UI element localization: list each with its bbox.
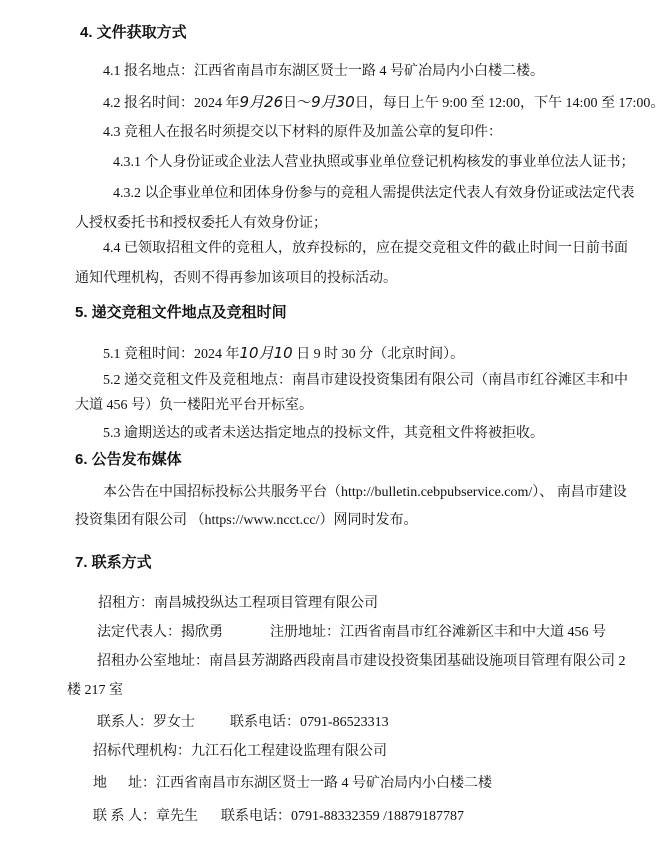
section-4-heading: 4. 文件获取方式 — [80, 24, 187, 41]
para-6-cont: 投资集团有限公司 （https://www.ncct.cc/）网同时发布。 — [75, 513, 418, 528]
contact-person-2: 联 系 人：章先生 — [93, 809, 198, 824]
office-address-cont: 楼 217 室 — [67, 683, 123, 698]
para-4-4-cont: 通知代理机构，否则不得再参加该项目的投标活动。 — [75, 271, 397, 286]
registered-address: 注册地址：江西省南昌市红谷滩新区丰和中大道 456 号 — [270, 625, 606, 640]
office-address: 招租办公室地址：南昌县芳湖路西段南昌市建设投资集团基础设施项目管理有限公司 2 — [97, 654, 626, 669]
para-5-2: 5.2 递交竞租文件及竞租地点：南昌市建设投资集团有限公司（南昌市红谷滩区丰和中 — [103, 373, 628, 388]
text: 日 9 时 30 分（北京时间）。 — [292, 347, 465, 362]
para-4-1: 4.1 报名地点：江西省南昌市东湖区贤士一路 4 号矿冶局内小白楼二楼。 — [103, 64, 544, 79]
section-5-heading: 5. 递交竞租文件地点及竞租时间 — [75, 304, 287, 321]
para-4-3-2-cont: 人授权委托书和授权委托人有效身份证； — [75, 216, 327, 231]
para-6: 本公告在中国招标投标公共服务平台（http://bulletin.cebpubservice.com/）、 南昌市建设 — [103, 485, 627, 500]
handwritten-date: 10月10 — [239, 344, 293, 362]
contact-phone-1: 联系电话：0791-86523313 — [230, 715, 389, 730]
para-5-3: 5.3 逾期送达的或者未送达指定地点的投标文件，其竞租文件将被拒收。 — [103, 426, 544, 441]
para-4-2 — [103, 93, 664, 113]
agency: 招标代理机构：九江石化工程建设监理有限公司 — [93, 744, 387, 759]
text: 日～ — [283, 96, 312, 111]
para-4-3-2: 4.3.2 以企事业单位和团体身份参与的竞租人需提供法定代表人有效身份证或法定代表 — [113, 186, 635, 201]
text: 日，每日上午 9:00 至 12:00，下午 14:00 至 17:00。 — [354, 96, 665, 111]
text: 4.2 报名时间：2024 年 — [103, 96, 240, 111]
text: 5.1 竞租时间：2024 年 — [103, 347, 240, 362]
contact-person-1: 联系人：罗女士 — [97, 715, 195, 730]
section-6-heading: 6. 公告发布媒体 — [75, 451, 182, 468]
contact-phone-2: 联系电话：0791-88332359 /18879187787 — [221, 809, 465, 824]
para-5-2-cont: 大道 456 号）负一楼阳光平台开标室。 — [75, 398, 313, 413]
para-4-3: 4.3 竞租人在报名时须提交以下材料的原件及加盖公章的复印件： — [103, 125, 502, 140]
handwritten-date-end: 9月30 — [311, 93, 355, 111]
para-5-1 — [103, 344, 464, 364]
agency-address: 地 址：江西省南昌市东湖区贤士一路 4 号矿冶局内小白楼二楼 — [93, 776, 492, 791]
lessor: 招租方：南昌城投纵达工程项目管理有限公司 — [98, 596, 378, 611]
handwritten-date-start: 9月26 — [239, 93, 284, 111]
legal-representative: 法定代表人：揭欣勇 — [97, 625, 223, 640]
para-4-4: 4.4 已领取招租文件的竞租人，放弃投标的，应在提交竞租文件的截止时间一日前书面 — [103, 241, 628, 256]
section-7-heading: 7. 联系方式 — [75, 554, 152, 571]
para-4-3-1: 4.3.1 个人身份证或企业法人营业执照或事业单位登记机构核发的事业单位法人证书； — [113, 155, 635, 170]
